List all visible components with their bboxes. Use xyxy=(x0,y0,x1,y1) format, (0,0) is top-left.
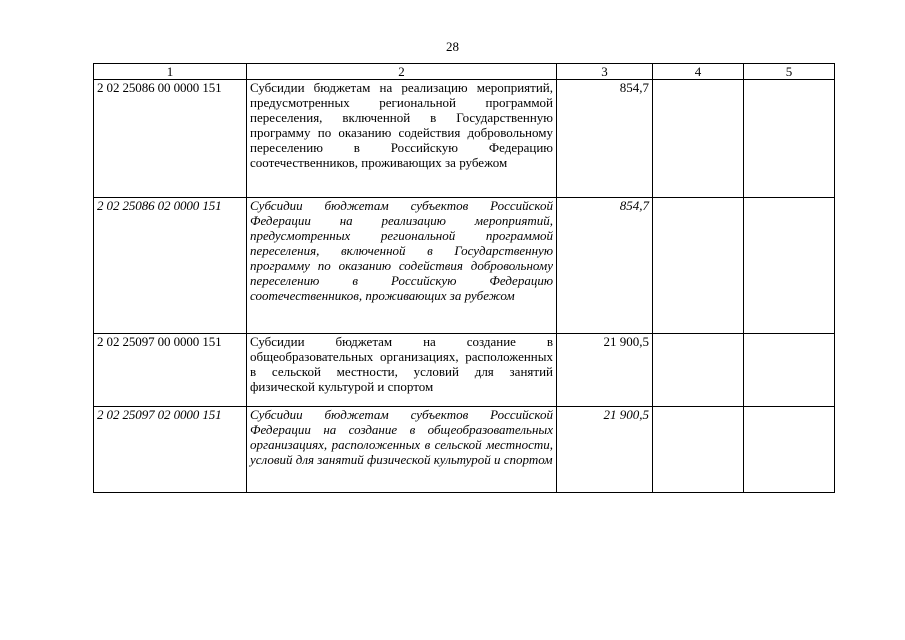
budget-table xyxy=(93,63,835,493)
table-row xyxy=(94,334,835,407)
header-col-5: 5 xyxy=(744,64,835,80)
col5-cell xyxy=(744,407,835,493)
description-cell: Субсидии бюджетам субъектов Российской Федерации на реализацию мероприятий, предусмотренных региональной программой переселения, включенной в Государственную программу по оказанию содействия добровольному переселению в Российскую Федерацию соотечественников, проживающих за рубежом xyxy=(247,198,557,334)
table-row xyxy=(94,198,835,334)
header-col-1: 1 xyxy=(94,64,247,80)
amount-cell: 854,7 xyxy=(557,198,653,334)
col4-cell xyxy=(653,334,744,407)
col4-cell xyxy=(653,198,744,334)
budget-code-cell: 2 02 25086 02 0000 151 xyxy=(94,198,247,334)
table-header xyxy=(94,64,835,80)
amount-cell: 21 900,5 xyxy=(557,407,653,493)
col5-cell xyxy=(744,334,835,407)
description-cell: Субсидии бюджетам на создание в общеобразовательных организациях, расположенных в сельской местности, условий для занятий физической культурой и спортом xyxy=(247,334,557,407)
header-col-4: 4 xyxy=(653,64,744,80)
table-row xyxy=(94,80,835,198)
amount-cell: 854,7 xyxy=(557,80,653,198)
col4-cell xyxy=(653,80,744,198)
budget-code-cell: 2 02 25097 00 0000 151 xyxy=(94,334,247,407)
budget-code-cell: 2 02 25086 00 0000 151 xyxy=(94,80,247,198)
budget-code-cell: 2 02 25097 02 0000 151 xyxy=(94,407,247,493)
amount-cell: 21 900,5 xyxy=(557,334,653,407)
col5-cell xyxy=(744,198,835,334)
header-row xyxy=(94,64,835,80)
table-row xyxy=(94,407,835,493)
header-col-3: 3 xyxy=(557,64,653,80)
page-number: 28 xyxy=(446,39,459,54)
description-cell: Субсидии бюджетам субъектов Российской Федерации на создание в общеобразовательных организациях, расположенных в сельской местности, условий для занятий физической культурой и спортом xyxy=(247,407,557,493)
col4-cell xyxy=(653,407,744,493)
table-body xyxy=(94,80,835,493)
col5-cell xyxy=(744,80,835,198)
header-col-2: 2 xyxy=(247,64,557,80)
description-cell: Субсидии бюджетам на реализацию мероприятий, предусмотренных региональной программой переселения, включенной в Государственную программу по оказанию содействия добровольному переселению в Российскую Федерацию соотечественников, проживающих за рубежом xyxy=(247,80,557,198)
